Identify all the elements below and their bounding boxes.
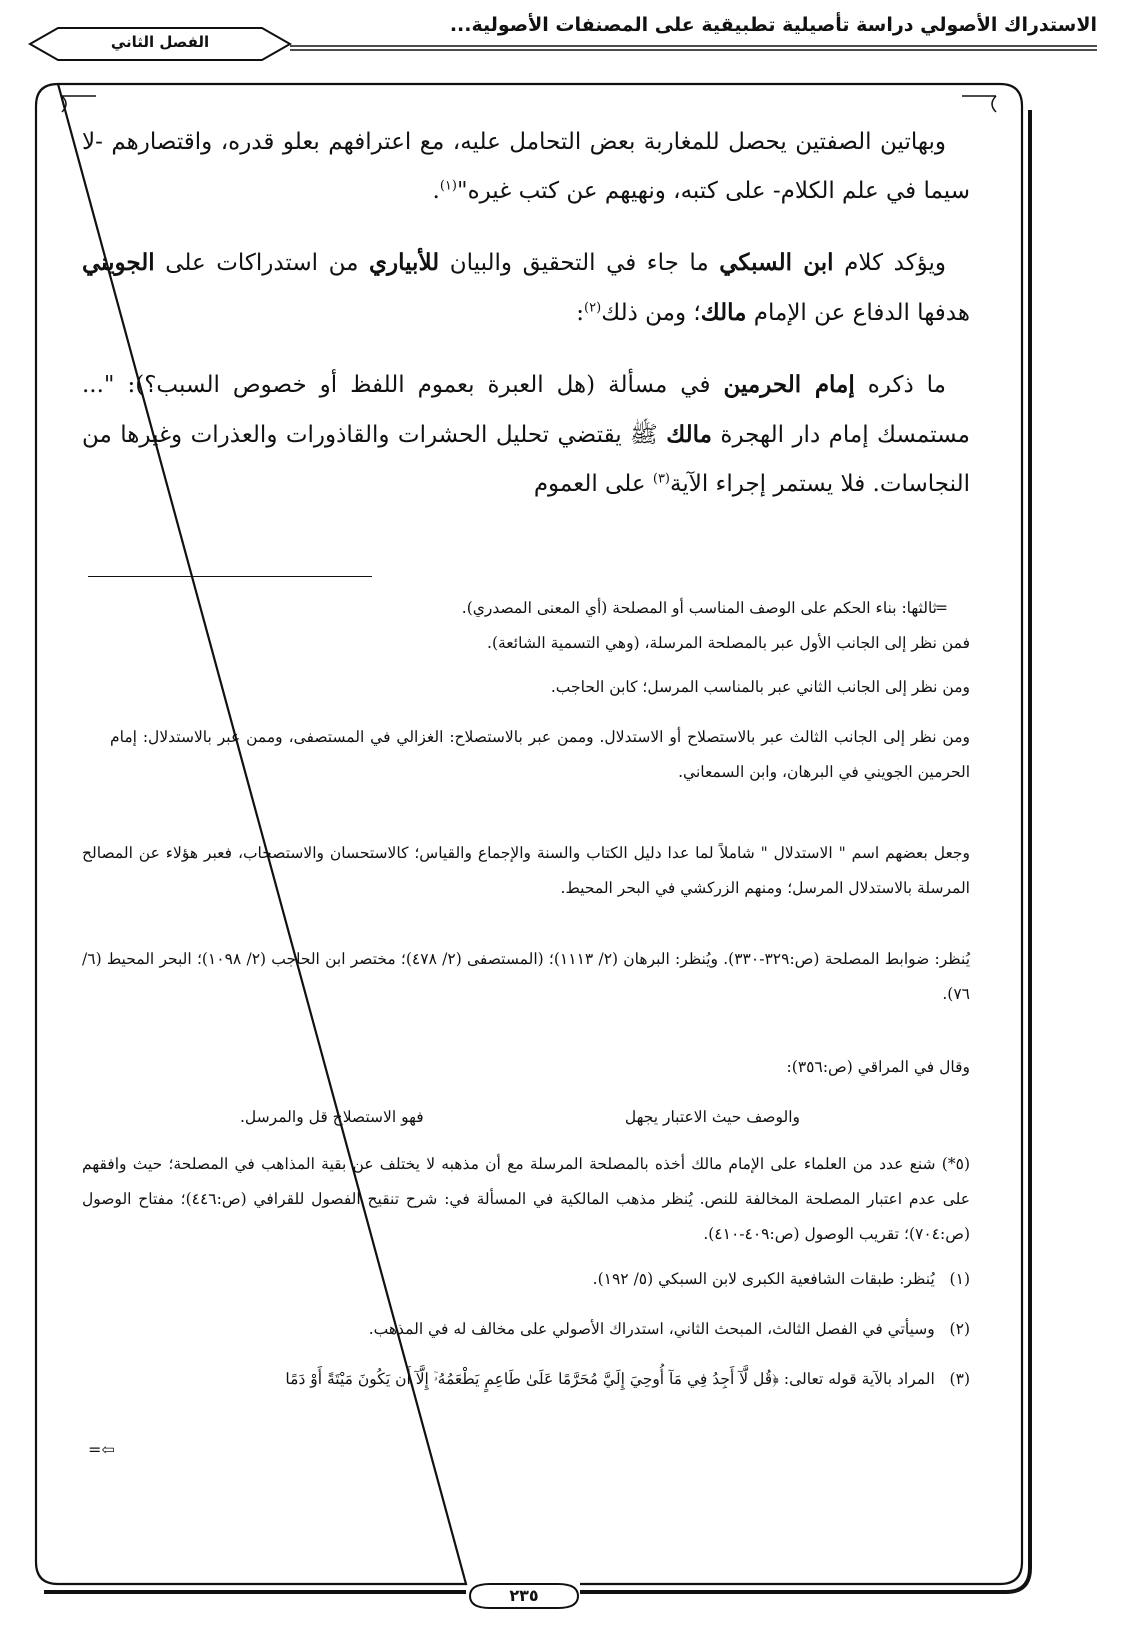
footnote-line: وقال في المراقي (ص:٣٥٦): <box>786 1058 970 1076</box>
main-text <box>82 118 970 531</box>
chapter-tab-label: الفصل الثاني <box>110 33 210 51</box>
footnote-line: ومن نظر إلى الجانب الثاني عبر بالمناسب المرسل؛ كابن الحاجب. <box>550 678 970 696</box>
footnote-5: (٥*) شنع عدد من العلماء على الإمام مالك أخذه بالمصلحة المرسلة مع أن مذهبه لا يختلف عن بقية المذاهب في المصلحة؛ حيث وافقهم على عدم اعتبار المصلحة المخالفة للنص. يُنظر مذهب المالكية في المسألة في: شرح تنقيح الفصول للقرافي (ص:٤٤٦)؛ مفتاح الوصول (ص:٧٠٤)؛ تقريب الوصول (ص:٤٠٩-٤١٠). <box>82 1155 971 1243</box>
poem-first-hemistich: والوصف حيث الاعتبار يجهل <box>624 1108 800 1126</box>
poem-verse <box>240 1108 800 1126</box>
footnote-source: يُنظر: ضوابط المصلحة (ص:٣٢٩-٣٣٠). ويُنظر: البرهان (٢/ ١١١٣)؛ (المستصفى (٢/ ٤٧٨)؛ مختصر ابن الحاجب (٢/ ١٠٩٨)؛ البحر المحيط (٦/ ٧٦). <box>82 950 971 1003</box>
page-number: ٢٣٥ <box>509 1586 539 1605</box>
footnote-3: (٣) المراد بالآية قوله تعالى: ﴿قُل لَّآ أَجِدُ فِي مَآ أُوحِيَ إِلَيَّ مُحَرَّمًا عَلَىٰ طَاعِمٍ يَطْعَمُهُۥٓ إِلَّآ أَن يَكُونَ مَيْتَةً أَوْ دَمًا <box>285 1370 970 1388</box>
name-ibn-alsubki: ابن السبكي <box>719 249 834 276</box>
footnote-ref-2[interactable]: (٢) <box>584 300 602 316</box>
footnote-line: ومن نظر إلى الجانب الثالث عبر بالاستصلاح أو الاستدلال. وممن عبر بالاستصلاح: الغزالي في المستصفى، وممن عبر بالاستدلال: إمام الحرمين الجويني في البرهان، وابن السمعاني. <box>110 728 970 781</box>
paragraph-3: ما ذكره إمام الحرمين في مسألة (هل العبرة بعموم اللفظ أو خصوص السبب؟): "... مستمسك إمام دار الهجرة مالك ﷺ يقتضي تحليل الحشرات والقاذورات والعذرات وغيرها من النجاسات. فلا يستمر إجراء الآية$^{(٣)}$ على العموم <box>82 371 970 497</box>
name-alabyari: للأبياري <box>368 249 440 276</box>
footnote-line: وجعل بعضهم اسم " الاستدلال " شاملاً لما عدا دليل الكتاب والسنة والإجماع والقياس؛ كالاستحسان والاستصحاب، فعبر هؤلاء عن المصالح المرسلة بالاستدلال المرسل؛ ومنهم الزركشي في البحر المحيط. <box>82 844 970 897</box>
poem-second-hemistich: فهو الاستصلاح قل والمرسل. <box>240 1108 424 1126</box>
continuation-arrow-icon: =⇦ <box>88 1440 115 1459</box>
book-title-header: الاستدراك الأصولي دراسة تأصيلية تطبيقية على المصنفات الأصولية... <box>449 14 1097 36</box>
name-imam-alharamayn: إمام الحرمين <box>723 371 855 398</box>
name-malik-2: مالك <box>666 421 712 448</box>
footnote-3-number: (٣) <box>949 1370 970 1388</box>
footnote-5-number: (٥*) <box>941 1155 970 1173</box>
footnote-2: (٢) وسيأتي في الفصل الثالث، المبحث الثاني، استدراك الأصولي على مخالف له في المذهب. <box>368 1320 970 1338</box>
name-aljuwayni: الجويني <box>82 249 155 276</box>
footnote-ref-3[interactable]: (٣) <box>652 471 670 487</box>
name-malik: مالك <box>700 299 747 326</box>
footnote-line: فمن نظر إلى الجانب الأول عبر بالمصلحة المرسلة، (وهي التسمية الشائعة). <box>487 634 970 652</box>
footnote-2-number: (٢) <box>949 1320 970 1338</box>
footnote-line: ثالثها: بناء الحكم على الوصف المناسب أو المصلحة (أي المعنى المصدري). <box>461 599 937 617</box>
footnote-ref-1[interactable]: (١) <box>439 178 457 194</box>
footnote-1-number: (١) <box>949 1270 970 1288</box>
paragraph-1: وبهاتين الصفتين يحصل للمغاربة بعض التحامل عليه، مع اعترافهم بعلو قدره، واقتصارهم -لا سيما في علم الكلام- على كتبه، ونهيهم عن كتب غيره"$^{(١)}$. <box>82 129 970 204</box>
top-ornament <box>62 96 996 112</box>
paragraph-2: ويؤكد كلام ابن السبكي ما جاء في التحقيق والبيان للأبياري من استدراكات على الجويني هدفها الدفاع عن الإمام مالك؛ ومن ذلك$^{(٢)}$: <box>82 249 970 326</box>
footnote-1: (١) يُنظر: طبقات الشافعية الكبرى لابن السبكي (٥/ ١٩٢). <box>592 1270 970 1288</box>
footnote-separator <box>88 576 372 577</box>
continuation-marker: = <box>935 599 948 617</box>
